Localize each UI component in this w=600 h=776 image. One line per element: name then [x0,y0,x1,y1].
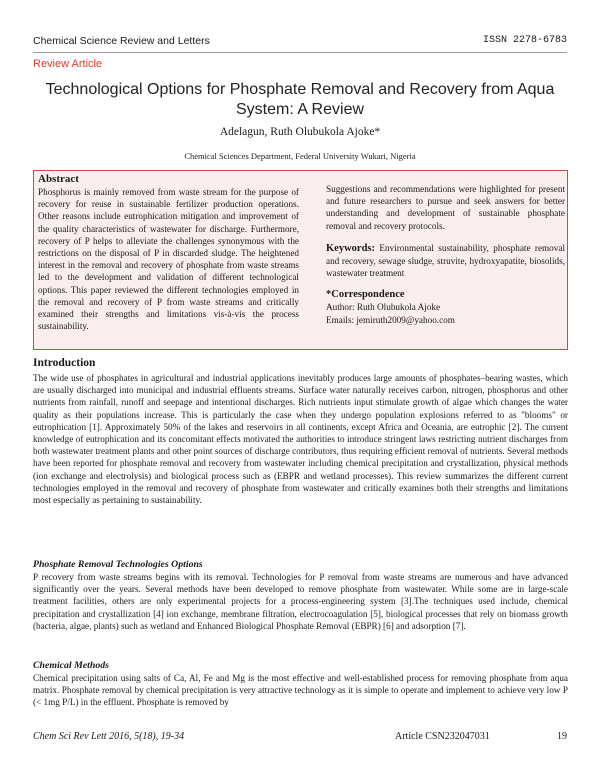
keywords-list: Environmental sustainability, phosphate removal and recovery, sewage sludge, struvite, hydroxyapatite, biosolids, wastewater treatment [326,242,566,279]
removal-section [33,559,568,632]
issn: ISSN 2278-6783 [482,35,567,46]
header-rule [33,52,567,53]
article-type: Review Article [33,58,103,70]
keywords [326,242,565,280]
keywords-label: Keywords: [326,242,375,254]
introduction-text: The wide use of phosphates in agricultural and industrial applications inevitably produces large amounts of phosphates–bearing wastes, which are usually discharged into municipal and industrial effluents streams. Surface water naturally receives carbon, nitrogen, phosphorus and other nutrients from rainfall, runoff and seepage and intentional discharges. Rich nutrients input stimulate growth of algae which changes the water quality as their populations increase. This is particularly the case when they undergo population explosions referred to as "blooms" or eutrophication [1]. Approximately 50% of the lakes and reservoirs in all continents, except Africa and Oceania, are eutrophic [2]. The current knowledge of eutrophication and its concomitant effects motivated the authorities to introduce stringent laws restricting nutrient discharges from both wastewater treatment plants and other point sources of discharge contributors, thus requiring efficient removal of nutrients. Several methods have been reported for phosphate removal and recovery from wastewater including chemical precipitation and crystallization, physical methods (ion exchange and electrolysis) and biological process such as (EBPR and wetland processes). This review summarizes the different current technologies employed in the removal and recovery of phosphate from wastewater and critically examines both their strengths and limitations most especially as pertaining to sustainability. [33,373,568,506]
abstract-text: Phosphorus is mainly removed from waste stream for the purpose of recovery for reuse in sustainable fertilizer production operations. Other reasons include eutrophication mitigation and improvement of the quality characteristics of wastewater for discharge. Furthermore, recovery of P helps to alleviate the challenges synonymous with the restrictions on the disposal of P in discarded sludge. The heightened interest in the removal and recovery of phosphate from waste streams led to the development and validation of different technological options. This paper reviewed the different technologies employed in the removal and recovery of P from waste streams and critically examined their strengths and limitations vis-à-vis the process sustainability. [38,187,299,332]
correspondence [326,288,565,325]
correspondence-author: Author: Ruth Olubukola Ajoke [326,302,441,313]
footer-article-id: Article CSN232047031 [395,731,490,742]
removal-text: P recovery from waste streams begins with its removal. Technologies for P removal from waste streams are numerous and have advanced significantly over the years. Several methods have been developed to remove phosphate from wastewater. While some are in large-scale treatment facilities, others are only experimental projects for a process-engineering system [3].The techniques used include, chemical precipitation and crystallization [4] ion exchange, membrane filtration, electrocoagulation [5], biological processes that rely on biomass growth (bacteria, algae, plants) such as wetland and Enhanced Biological Phosphate Removal (EBPR) [6] and adsorption [7]. [33,572,568,631]
journal-name: Chemical Science Review and Letters [33,35,210,47]
removal-heading: Phosphate Removal Technologies Options [33,559,203,570]
page-number: 19 [557,731,567,742]
abstract-box [33,170,568,350]
correspondence-email: Emails: jemiruth2009@yahoo.com [326,314,455,325]
introduction-section [33,357,568,506]
affiliation: Chemical Sciences Department, Federal University Wukari, Nigeria [184,151,416,161]
chemical-heading: Chemical Methods [33,660,109,671]
introduction-heading: Introduction [33,357,96,369]
paper-title: Technological Options for Phosphate Removal and Recovery from Aqua System: A Review [45,81,555,118]
abstract-right-column [326,183,565,326]
abstract-left-column [38,173,299,332]
correspondence-heading: *Correspondence [326,289,405,301]
authors: Adelagun, Ruth Olubukola Ajoke* [219,126,381,138]
footer-citation: Chem Sci Rev Lett 2016, 5(18), 19-34 [33,731,185,742]
running-header [33,35,567,51]
chemical-section [33,660,568,709]
chemical-text: Chemical precipitation using salts of Ca, Al, Fe and Mg is the most effective and well-established process for removing phosphate from aqua matrix. Phosphate removal by chemical precipitation is very attractive technology as it is simple to operate and implement to achieve very low P (< 1mg P/L) in the effluent. Phosphate is removed by [33,673,568,708]
abstract-heading: Abstract [38,173,79,185]
page-footer [33,731,567,745]
abstract-text-continued: Suggestions and recommendations were highlighted for present and future researchers to pursue and seek answers for better understanding and development of sustainable phosphate removal and recovery protocols. [326,184,565,231]
